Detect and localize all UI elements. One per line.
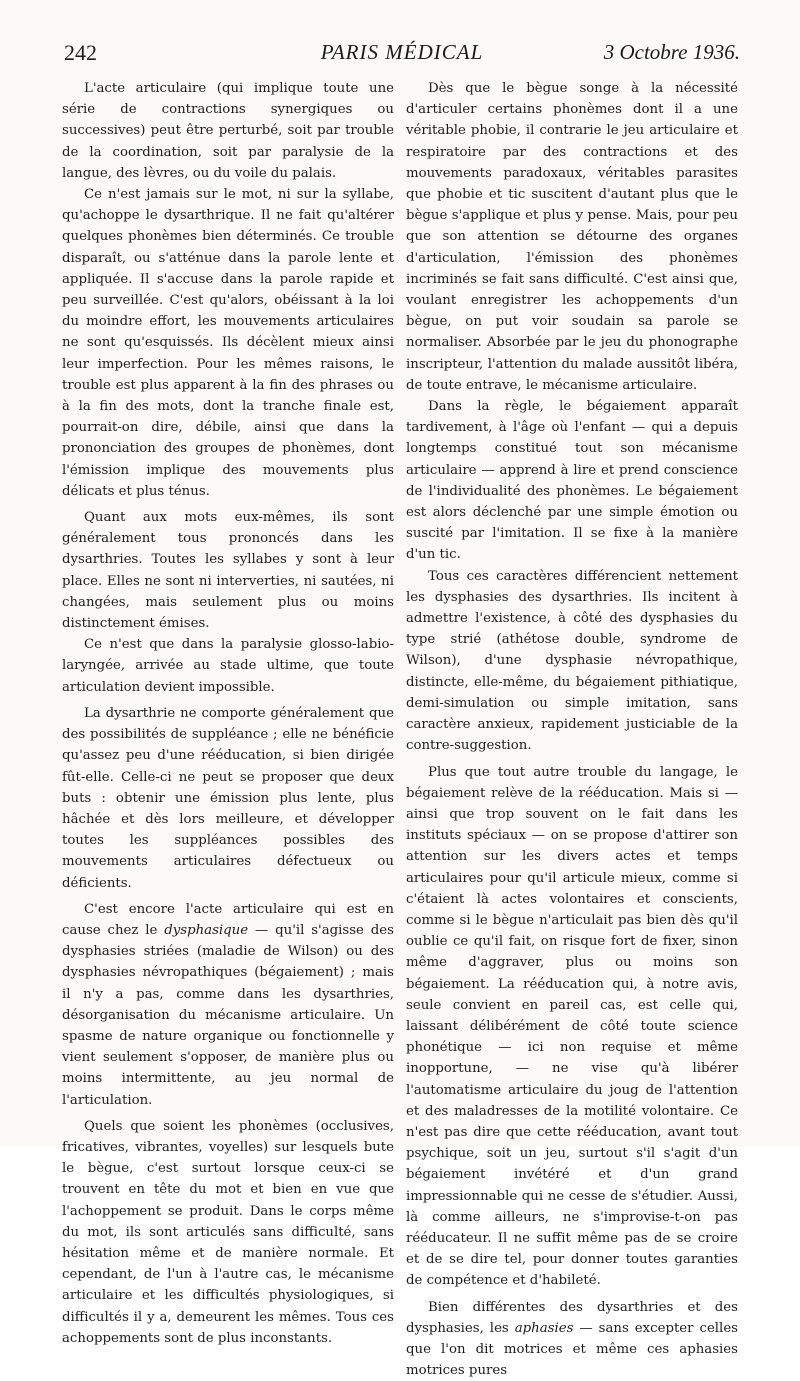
paragraph: Ce n'est que dans la paralysie glosso-labio-laryngée, arrivée au stade ultime, que toute articulation devient impossible. (62, 637, 394, 695)
journal-title: PARIS MÉDICAL (320, 40, 484, 64)
left-column (62, 78, 394, 1349)
paragraph: Plus que tout autre trouble du langage, le bégaiement relève de la rééducation. Mais si — ainsi que trop souvent on le fait dans les instituts spéciaux — on se propose d'attirer son attention sur les divers actes et temps articulaires pour qu'il articule mieux, comme si c'étaient là actes volontaires et conscients, comme si le bègue n'articulait pas bien dès qu'il oublie ce qu'il fait, on risque fort de fixer, sinon même d'aggraver, plus ou moins son bégaiement. La rééducation qui, à notre avis, seule convient en pareil cas, est celle qui, laissant délibérément de côté toute science phonétique — ici non requise et même inopportune, — ne vise qu'à libérer l'automatisme articulaire du joug de l'attention et des maladresses de la motilité volontaire. Ce n'est pas dire que cette rééducation, avant tout psychique, soit un jeu, surtout s'il s'agit d'un bégaiement invétéré et d'un grand impressionnable qui ne cesse de s'étudier. Aussi, là comme ailleurs, ne s'improvise-t-on pas rééducateur. Il ne suffit même pas de se croire et de se dire tel, pour donner toutes garanties de compétence et d'habileté. (406, 764, 738, 1289)
paragraph: Dès que le bègue songe à la nécessité d'articuler certains phonèmes dont il a une véritable phobie, il contrarie le jeu articulaire et respiratoire par des contractions et des mouvements paradoxaux, véritables parasites que phobie et tic suscitent d'autant plus que le bègue s'applique et plus y pense. Mais, pour peu que son attention se détourne des organes d'articulation, l'émission des phonèmes incriminés se fait sans difficulté. C'est ainsi que, voulant enregistrer les achoppements d'un bègue, on put voir soudain sa parole se normaliser. Absorbée par le jeu du phonographe inscripteur, l'attention du malade aussitôt libéra, de toute entrave, le mécanisme articulaire. (406, 81, 738, 393)
paragraph: La dysarthrie ne comporte généralement que des possibilités de suppléance ; elle ne bénéficie qu'assez peu d'une rééducation, si bien dirigée fût-elle. Celle-ci ne peut se proposer que deux buts : obtenir une émission plus lente, plus hâchée et dès lors meilleure, et développer toutes les suppléances possibles des mouvements articulaires défectueux ou déficients. (62, 705, 394, 891)
paragraph: L'acte articulaire (qui implique toute une série de contractions synergiques ou successives) peut être perturbé, soit par trouble de la coordination, soit par paralysie de la langue, des lèvres, ou du voile du palais. (62, 81, 394, 181)
paragraph-text: — qu'il s'agisse des dysphasies striées (maladie de Wilson) ou des dysphasies névropathiques (bégaiement) ; mais il n'y a pas, comme dans les dysarthries, désorganisation du mécanisme articulaire. Un spasme de nature organique ou fonctionnelle y vient seulement s'opposer, de manière plus ou moins intermittente, au jeu normal de l'articulation. (62, 922, 394, 1108)
paragraph: Quant aux mots eux-mêmes, ils sont généralement tous prononcés dans les dysarthries. Toutes les syllabes y sont à leur place. Elles ne sont ni interverties, ni sautées, ni changées, mais seulement plus ou moins distinctement émises. (62, 510, 394, 632)
paragraph-text: C'est encore l'acte articulaire qui est en cause chez le (62, 901, 394, 938)
paragraph: Quels que soient les phonèmes (occlusives, fricatives, vibrantes, voyelles) sur lesquels bute le bègue, c'est surtout lorsque ceux-ci se trouvent en tête du mot et bien en vue que l'achoppement se produit. Dans le corps même du mot, ils sont articulés sans difficulté, sans hésitation même et de manière normale. Et cependant, de l'un à l'autre cas, le mécanisme articulaire et les difficultés physiologiques, si difficultés il y a, demeurent les mêmes. Tous ces achoppements sont de plus inconstants. (62, 1118, 394, 1346)
paragraph-text: — sans excepter celles que l'on dit motrices et même ces aphasies motrices pures (406, 1320, 739, 1379)
right-column (406, 78, 738, 1381)
page-header (64, 40, 740, 70)
paragraph (406, 1297, 738, 1381)
paragraph-text: Bien différentes des dysarthries et des dysphasies, les (406, 1299, 738, 1336)
paragraph: Ce n'est jamais sur le mot, ni sur la syllabe, qu'achoppe le dysarthrique. Il ne fait qu'altérer quelques phonèmes bien déterminés. Ce trouble disparaît, ou s'atténue dans la parole lente et appliquée. Il s'accuse dans la parole rapide et peu surveillée. C'est qu'alors, obéissant à la loi du moindre effort, les mouvements articulaires ne sont qu'esquissés. Ils décèlent mieux ainsi leur imperfection. Pour les mêmes raisons, le trouble est plus apparent à la fin des phrases ou à la fin des mots, dont la tranche finale est, pourrait-on dire, débile, ainsi que dans la prononciation des groupes de phonèmes, dont l'émission implique des mouvements plus délicats et plus ténus. (62, 187, 394, 499)
issue-date: 3 Octobre 1936. (603, 40, 740, 64)
emphasis-term: aphasies (514, 1320, 574, 1336)
page-number: 242 (64, 40, 97, 65)
emphasis-term: dysphasique (164, 922, 249, 938)
paragraph: Dans la règle, le bégaiement apparaît tardivement, à l'âge où l'enfant — qui a depuis longtemps constitué tout son mécanisme articulaire — apprend à lire et prend conscience de l'individualité des phonèmes. Le bégaiement est alors déclenché par une simple émotion ou suscité par l'imitation. Il se fixe à la manière d'un tic. (406, 399, 738, 563)
paragraph (62, 899, 394, 1111)
paragraph: Tous ces caractères différencient nettement les dysphasies des dysarthries. Ils incitent à admettre l'existence, à côté des dysphasies du type strié (athétose double, syndrome de Wilson), d'une dysphasie névropathique, distincte, elle-même, du bégaiement pithiatique, demi-simulation ou simple imitation, sans caractère anxieux, rapidement justiciable de la contre-suggestion. (406, 568, 738, 754)
